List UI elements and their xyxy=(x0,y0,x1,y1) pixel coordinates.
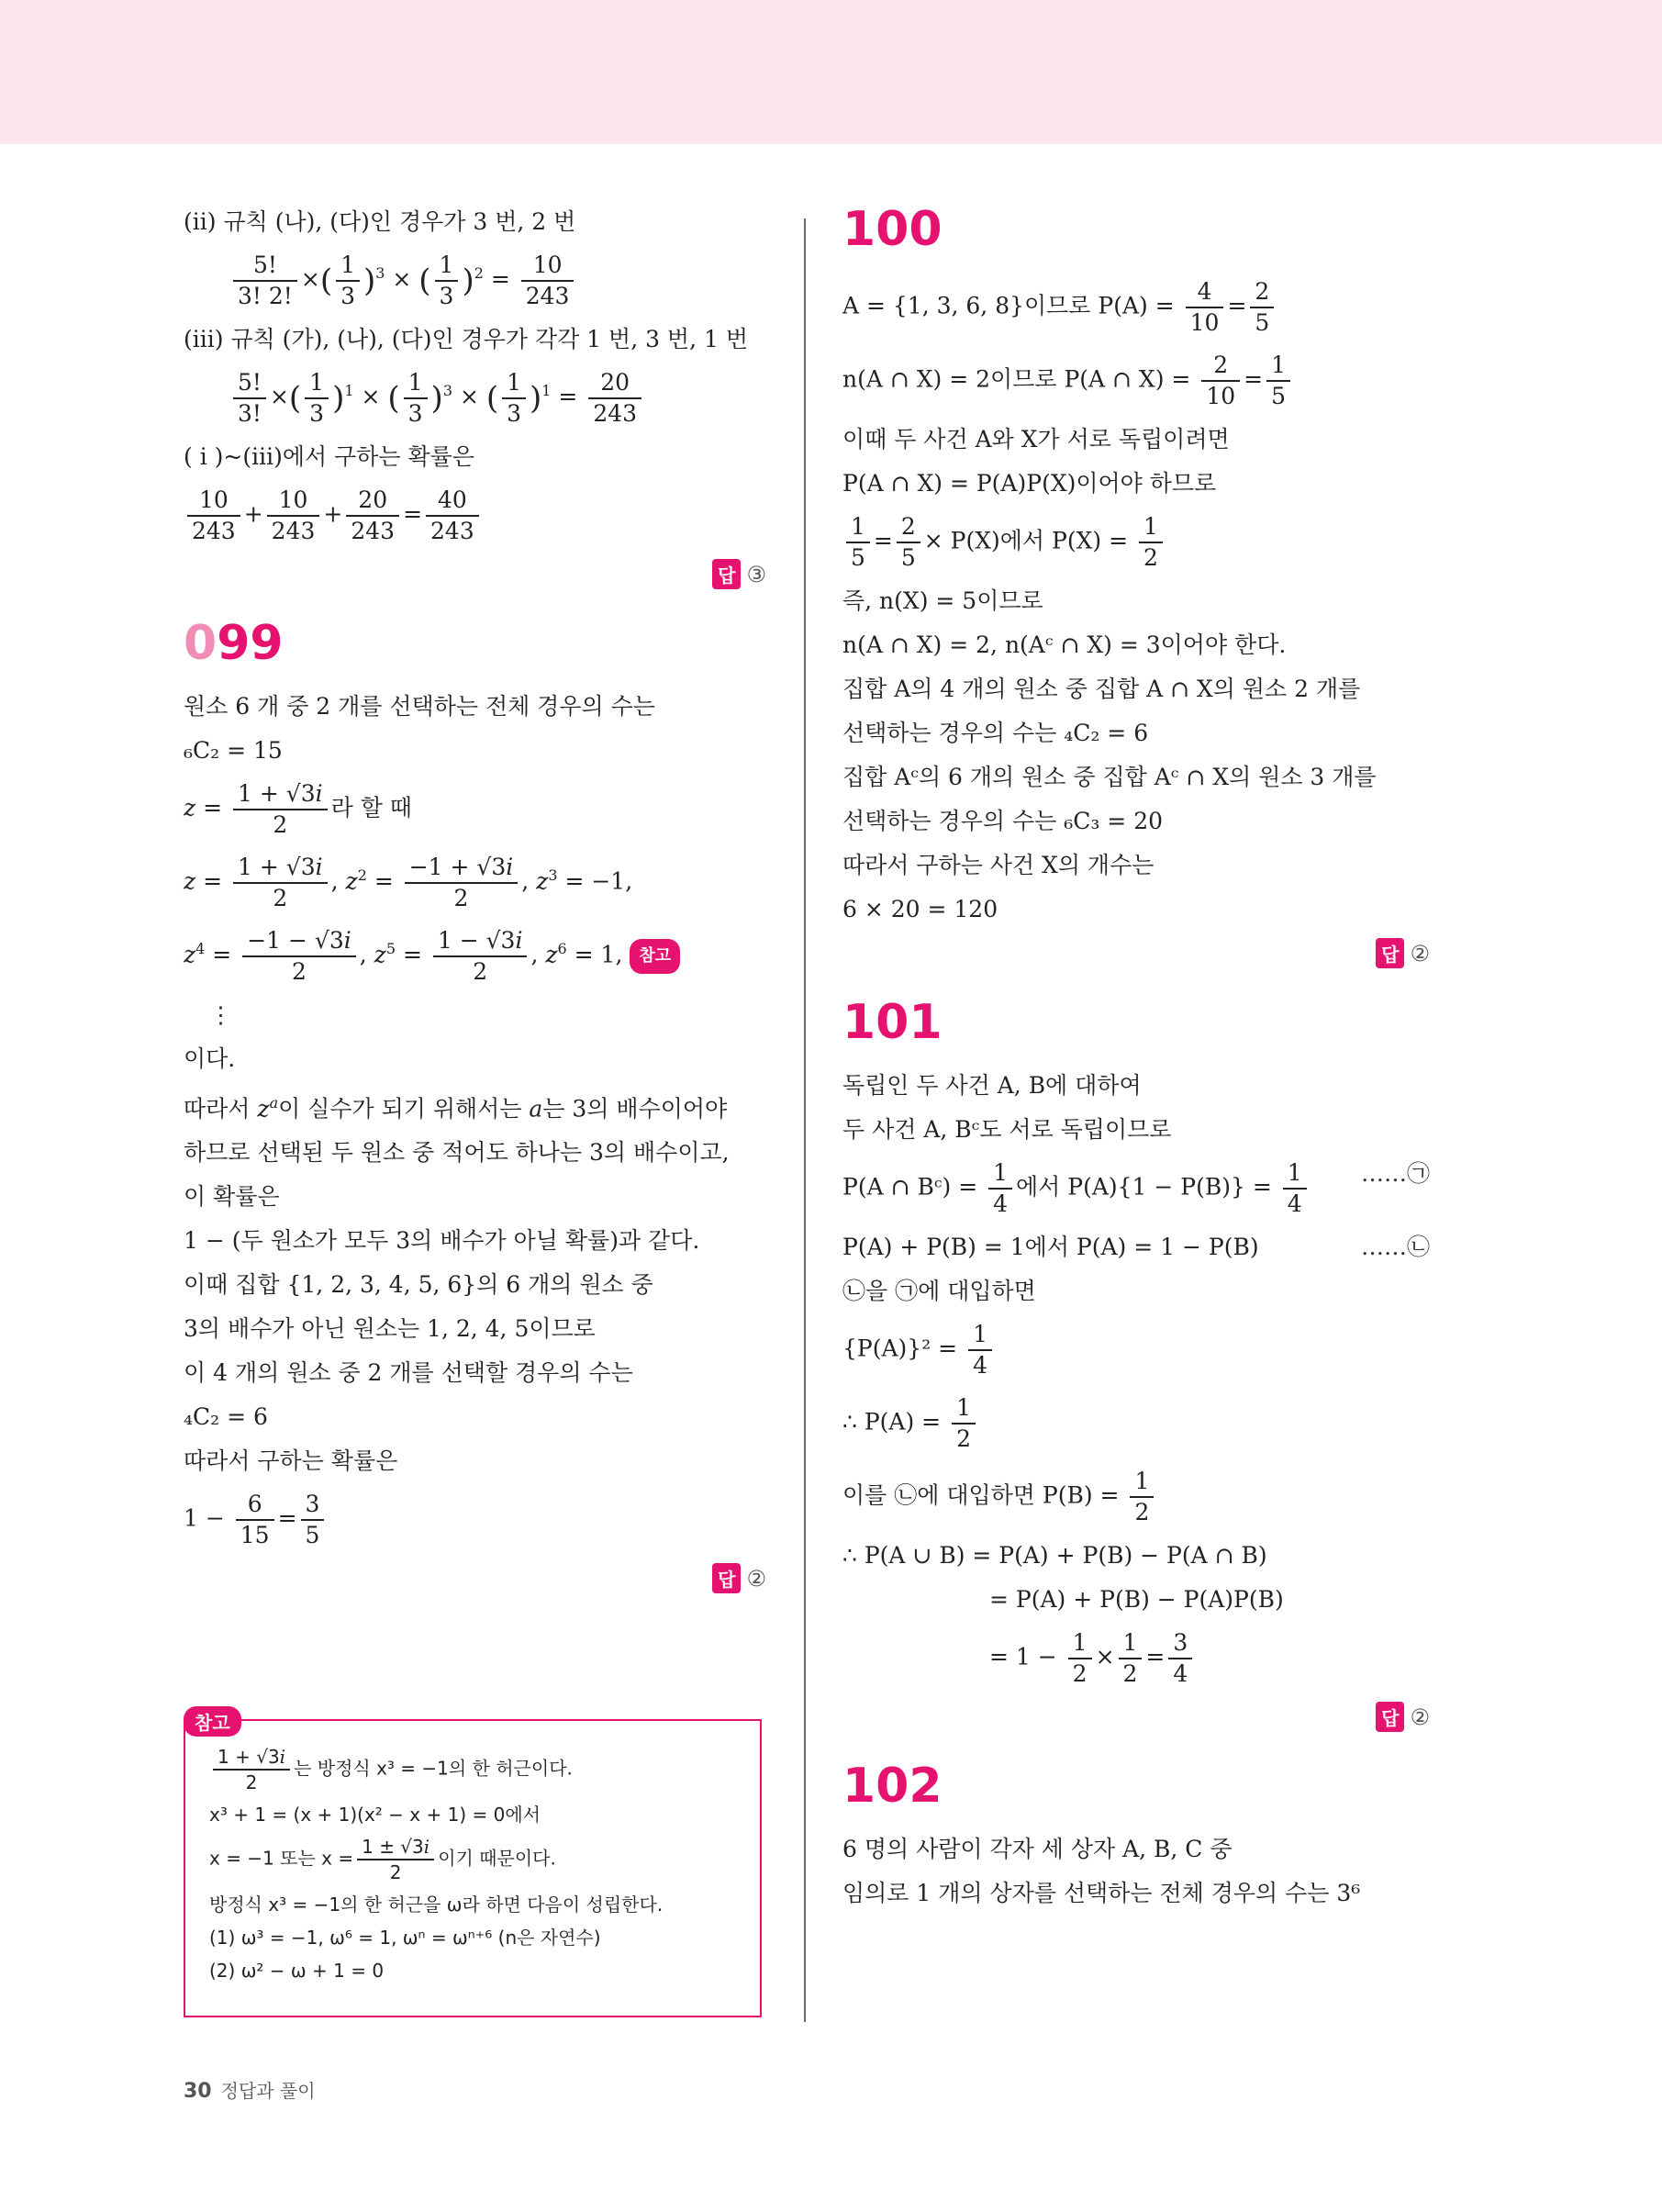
p099-z-def: z = $\frac{1 + √3i}{2}$ 라 할 때 xyxy=(184,780,412,838)
answer-badge: 답 xyxy=(1376,1702,1404,1732)
p101-line-9: ∴ P(A ∪ B) = P(A) + P(B) − P(A ∩ B) xyxy=(842,1542,1267,1569)
p100-line-11: 선택하는 경우의 수는 ₆C₃ = 20 xyxy=(842,808,1164,834)
case-iii-formula: $\frac{5!}{3!}$ ×( $\frac{1}{3}$ )$^1$ × ( $\frac{1}{3}$ )$^3$ × ( $\frac{1}{3}$ )$^1$ = $\frac{20}{243}$ xyxy=(184,368,766,429)
right-column xyxy=(842,202,1430,1922)
summary-formula: $\frac{10}{243}$ + $\frac{10}{243}$ + $\frac{20}{243}$ = $\frac{40}{243}$ xyxy=(184,486,766,546)
ref-line-1: $\frac{1 + √3i}{2}$ 는 방정식 x³ = −1의 한 허근이다. xyxy=(209,1745,740,1794)
answer-098: 답 ③ xyxy=(184,559,766,588)
p100-line-6: 즉, n(X) = 5이므로 xyxy=(842,587,1043,614)
ref-line-5: (1) ω³ = −1, ω⁶ = 1, ωⁿ = ωⁿ⁺⁶ (n은 자연수) xyxy=(209,1927,601,1949)
p099-line-4: 따라서 $z^a$이 실수가 되기 위해서는 a는 3의 배수이어야 xyxy=(184,1094,728,1123)
ref-line-3: x = −1 또는 x = $\frac{1 \pm √3i}{2}$ 이기 때문이다. xyxy=(209,1836,556,1883)
p101-line-11: = 1 − $\frac{1}{2}$ × $\frac{1}{2}$ = $\frac{3}{4}$ xyxy=(842,1628,1430,1689)
problem-number-102: 102 xyxy=(842,1759,943,1814)
p099-powers-1: z = $\frac{1 + √3i}{2}$ , $z^2$ = $\frac{-1 + √3i}{2}$ , $z^3 = -1$, xyxy=(184,854,633,911)
header-band xyxy=(0,0,1662,144)
answer-100: 답 ② xyxy=(842,938,1430,967)
ref-line-6: (2) ω² − ω + 1 = 0 xyxy=(209,1960,385,1982)
p100-line-8: 집합 A의 4 개의 원소 중 집합 A ∩ X의 원소 2 개를 xyxy=(842,676,1361,702)
answer-badge: 답 xyxy=(712,559,741,589)
mark-1: ……㉠ xyxy=(1360,1160,1430,1187)
p100-line-13: 6 × 20 = 120 xyxy=(842,896,998,922)
p100-line-5: $\frac{1}{5}$ = $\frac{2}{5}$ × P(X)에서 P(X) = $\frac{1}{2}$ xyxy=(842,512,1430,573)
p099-result: 1 − $\frac{6}{15}$ = $\frac{3}{5}$ xyxy=(184,1490,766,1550)
p100-line-2: n(A ∩ X) = 2이므로 P(A ∩ X) = $\frac{2}{10}$ = $\frac{1}{5}$ xyxy=(842,351,1430,411)
p099-dots: ⋮ xyxy=(209,1001,232,1028)
p099-line-2: ₆C₂ = 15 xyxy=(184,737,283,764)
p102-line-2: 임의로 1 개의 상자를 선택하는 전체 경우의 수는 3⁶ xyxy=(842,1880,1361,1906)
p100-line-4: P(A ∩ X) = P(A)P(X)이어야 하므로 xyxy=(842,470,1217,497)
case-ii-label: (ii) 규칙 (나), (다)인 경우가 3 번, 2 번 xyxy=(184,208,576,235)
mark-2: ……㉡ xyxy=(1360,1234,1430,1260)
ref-line-2: x³ + 1 = (x + 1)(x² − x + 1) = 0에서 xyxy=(209,1804,541,1826)
p101-line-8: 이를 ㉡에 대입하면 P(B) = $\frac{1}{2}$ xyxy=(842,1467,1430,1527)
p101-line-6: {P(A)}² = $\frac{1}{4}$ xyxy=(842,1320,1430,1380)
page-footer xyxy=(184,2076,316,2103)
answer-101: 답 ② xyxy=(842,1702,1430,1731)
p102-line-1: 6 명의 사람이 각자 세 상자 A, B, C 중 xyxy=(842,1836,1233,1862)
ref-line-4: 방정식 x³ = −1의 한 허근을 ω라 하면 다음이 성립한다. xyxy=(209,1894,664,1916)
p101-line-4: P(A) + P(B) = 1에서 P(A) = 1 − P(B) ……㉡ xyxy=(842,1232,1430,1263)
p101-line-1: 독립인 두 사건 A, B에 대하여 xyxy=(842,1072,1142,1099)
summary-label: ( i )~(iii)에서 구하는 확률은 xyxy=(184,443,474,470)
answer-badge: 답 xyxy=(1376,938,1404,968)
reference-box-title: 참고 xyxy=(184,1706,241,1737)
p099-ida: 이다. xyxy=(184,1045,236,1072)
column-divider xyxy=(804,218,806,2022)
p101-line-3: P(A ∩ Bᶜ) = $\frac{1}{4}$ 에서 P(A){1 − P(B)} = $\frac{1}{4}$ ……㉠ xyxy=(842,1159,1430,1217)
case-ii-formula: $\frac{5!}{3! 2!}$ ×( $\frac{1}{3}$ )$^3$ × ( $\frac{1}{3}$ )$^2$ = $\frac{10}{243}$ xyxy=(184,251,766,311)
p099-line-12: 따라서 구하는 확률은 xyxy=(184,1447,398,1475)
reference-tag: 참고 xyxy=(630,939,680,974)
p099-line-6: 이 확률은 xyxy=(184,1183,280,1211)
p099-line-8: 이때 집합 {1, 2, 3, 4, 5, 6}의 6 개의 원소 중 xyxy=(184,1271,653,1299)
page-number: 30 xyxy=(184,2080,212,2103)
p100-line-10: 집합 Aᶜ의 6 개의 원소 중 집합 Aᶜ ∩ X의 원소 3 개를 xyxy=(842,764,1377,790)
reference-box xyxy=(184,1712,762,2017)
answer-099: 답 ② xyxy=(184,1563,766,1592)
problem-number-099: 099 xyxy=(184,616,284,671)
p099-line-7: 1 − (두 원소가 모두 3의 배수가 아닐 확률)과 같다. xyxy=(184,1227,700,1255)
p101-line-7: ∴ P(A) = $\frac{1}{2}$ xyxy=(842,1393,1430,1454)
p101-line-5: ㉡을 ㉠에 대입하면 xyxy=(842,1278,1036,1304)
left-column xyxy=(184,207,766,1620)
footer-title: 정답과 풀이 xyxy=(220,2080,316,2102)
p100-line-3: 이때 두 사건 A와 X가 서로 독립이려면 xyxy=(842,426,1230,452)
problem-number-100: 100 xyxy=(842,202,943,257)
p099-line-1: 원소 6 개 중 2 개를 선택하는 전체 경우의 수는 xyxy=(184,693,655,720)
p099-line-5: 하므로 선택된 두 원소 중 적어도 하나는 3의 배수이고, xyxy=(184,1139,730,1167)
p101-line-2: 두 사건 A, Bᶜ도 서로 독립이므로 xyxy=(842,1116,1172,1143)
answer-badge: 답 xyxy=(712,1563,741,1593)
p100-line-1: A = {1, 3, 6, 8}이므로 P(A) = $\frac{4}{10}$ = $\frac{2}{5}$ xyxy=(842,277,1430,338)
p100-line-9: 선택하는 경우의 수는 ₄C₂ = 6 xyxy=(842,720,1149,746)
p099-line-9: 3의 배수가 아닌 원소는 1, 2, 4, 5이므로 xyxy=(184,1315,596,1343)
p101-line-10: = P(A) + P(B) − P(A)P(B) xyxy=(989,1586,1284,1613)
p099-line-10: 이 4 개의 원소 중 2 개를 선택할 경우의 수는 xyxy=(184,1359,633,1387)
p100-line-12: 따라서 구하는 사건 X의 개수는 xyxy=(842,852,1154,878)
p100-line-7: n(A ∩ X) = 2, n(Aᶜ ∩ X) = 3이어야 한다. xyxy=(842,631,1287,658)
problem-number-101: 101 xyxy=(842,995,943,1050)
case-iii-label: (iii) 규칙 (가), (나), (다)인 경우가 각각 1 번, 3 번, 1 번 xyxy=(184,326,748,352)
p099-powers-2: $z^4$ = $\frac{-1 - √3i}{2}$ , $z^5$ = $\frac{1 - √3i}{2}$ , $z^6 = 1$, 참고 xyxy=(184,926,766,987)
p099-line-11: ₄C₂ = 6 xyxy=(184,1403,268,1431)
